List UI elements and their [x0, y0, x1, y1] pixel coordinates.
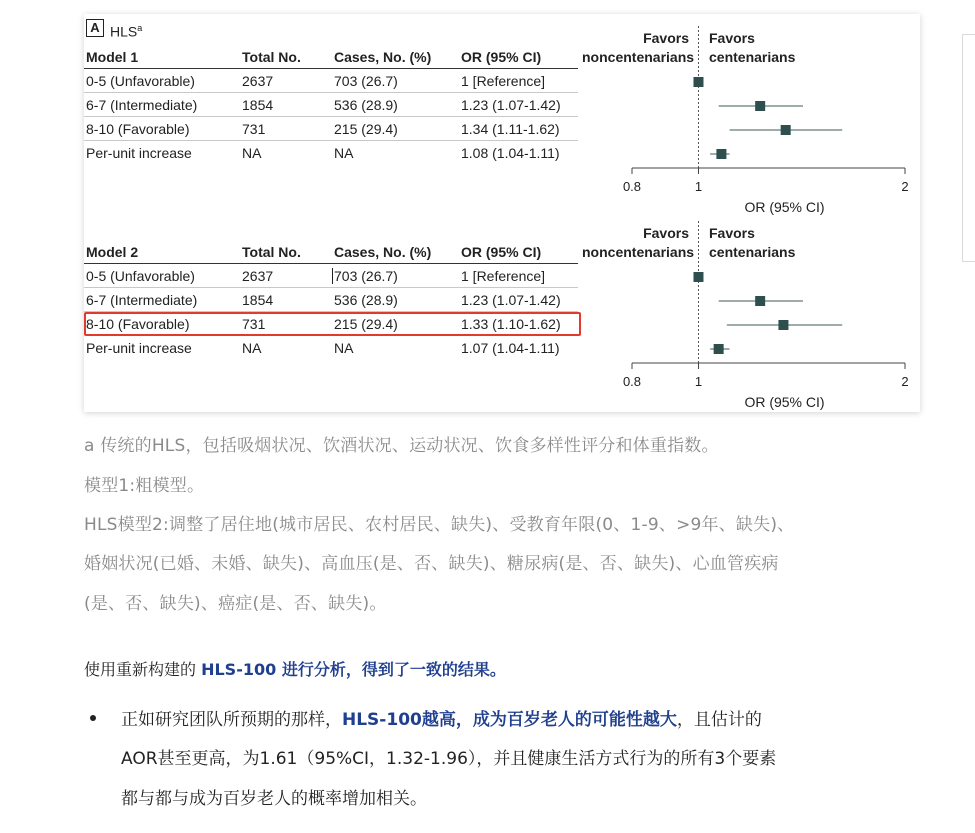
model2-row-total: 2637	[242, 268, 274, 284]
model2-row-cases: 215 (29.4)	[334, 316, 398, 332]
x-tick-label: 1	[694, 374, 703, 389]
model1-row-total: NA	[242, 145, 262, 161]
model1-row-cases: NA	[334, 145, 354, 161]
x-tick-label: 0.8	[622, 374, 642, 389]
model2-row-cases: 536 (28.9)	[334, 292, 398, 308]
model1-note: 模型1:粗模型。	[84, 476, 205, 496]
point-estimate-marker	[693, 77, 703, 87]
model1-row-label: 0-5 (Unfavorable)	[86, 73, 195, 89]
forest-plot-canvas	[84, 14, 920, 412]
model2-row-label: 0-5 (Unfavorable)	[86, 268, 195, 284]
favors-right-line2: centenarians	[709, 49, 796, 65]
model2-col-total: Total No.	[242, 244, 301, 260]
model2-row-label: Per-unit increase	[86, 340, 192, 356]
model2-row-total: 731	[242, 316, 266, 332]
model2-row-cases: 703 (26.7)	[334, 268, 398, 284]
model1-row-cases: 215 (29.4)	[334, 121, 398, 137]
model2-row-or: 1.33 (1.10-1.62)	[461, 316, 561, 332]
lead-paragraph	[84, 657, 506, 680]
favors-left-line2: noncentenarians	[582, 49, 695, 65]
x-tick-label: 2	[901, 179, 909, 194]
model2-row-total: 1854	[242, 292, 274, 308]
panel-title-footnote-marker: a	[137, 23, 143, 33]
bullet-line1-bold: HLS-100越高，成为百岁老人的可能性越大	[342, 710, 677, 730]
bullet-line1-b: ，且估计的	[676, 710, 762, 730]
point-estimate-marker	[716, 149, 726, 159]
model1-row-label: Per-unit increase	[86, 145, 192, 161]
model1-col-cases: Cases, No. (%)	[334, 49, 432, 65]
x-tick-label: 1	[694, 179, 703, 194]
x-tick-label: 0.8	[622, 179, 642, 194]
model1-col-or: OR (95% CI)	[461, 49, 542, 65]
model2-note-line3: (是、否、缺失)、癌症(是、否、缺失)。	[84, 594, 387, 614]
side-scroll-panel[interactable]	[962, 34, 975, 262]
favors-right-line1: Favors	[709, 225, 755, 241]
panel-title: HLS$^a$	[110, 23, 143, 40]
bullet-line-3: 都与都与成为百岁老人的概率增加相关。	[121, 789, 427, 809]
x-axis-title: OR (95% CI)	[744, 199, 825, 215]
point-estimate-marker	[755, 101, 765, 111]
model2-row-total: NA	[242, 340, 262, 356]
point-estimate-marker	[755, 296, 765, 306]
bullet-marker	[90, 715, 96, 721]
model2-note-line1: HLS模型2:调整了居住地(城市居民、农村居民、缺失)、受教育年限(0、1-9、>9年、缺失)、	[84, 515, 795, 535]
model1-row-cases: 703 (26.7)	[334, 73, 398, 89]
model2-row-or: 1.23 (1.07-1.42)	[461, 292, 561, 308]
model2-row-cases: NA	[334, 340, 354, 356]
footnote-a: a 传统的HLS，包括吸烟状况、饮酒状况、运动状况、饮食多样性评分和体重指数。	[84, 436, 719, 456]
model1-row-or: 1.23 (1.07-1.42)	[461, 97, 561, 113]
model1-row-or: 1 [Reference]	[461, 73, 546, 89]
model2-col-cases: Cases, No. (%)	[334, 244, 432, 260]
model2-title: Model 2	[86, 244, 139, 260]
model2-row-label: 6-7 (Intermediate)	[86, 292, 198, 308]
x-tick-label: 2	[901, 374, 909, 389]
point-estimate-marker	[781, 125, 791, 135]
model1-row-or: 1.34 (1.11-1.62)	[461, 121, 560, 137]
model2-note-line2: 婚姻状况(已婚、未婚、缺失)、高血压(是、否、缺失)、糖尿病(是、否、缺失)、心血管疾病	[84, 554, 779, 574]
panel-label: A	[86, 19, 104, 37]
model1-row-total: 1854	[242, 97, 274, 113]
model1-row-total: 731	[242, 121, 266, 137]
point-estimate-marker	[714, 344, 724, 354]
model2-row-or: 1 [Reference]	[461, 268, 546, 284]
model2-col-or: OR (95% CI)	[461, 244, 542, 260]
model1-row-or: 1.08 (1.04-1.11)	[461, 145, 560, 161]
forest-plot-figure	[84, 14, 920, 412]
bullet-line-2: AOR甚至更高，为1.61（95%CI，1.32-1.96），并且健康生活方式行为的所有3个要素	[121, 749, 777, 769]
point-estimate-marker	[778, 320, 788, 330]
model2-row-label: 8-10 (Favorable)	[86, 316, 190, 332]
model1-title: Model 1	[86, 49, 139, 65]
model1-row-label: 6-7 (Intermediate)	[86, 97, 198, 113]
favors-left-line2: noncentenarians	[582, 244, 695, 260]
lead-plain: 使用重新构建的	[84, 660, 202, 679]
bullet-line-1	[121, 705, 762, 730]
lead-bold: HLS-100 进行分析，得到了一致的结果。	[201, 660, 506, 679]
model1-row-total: 2637	[242, 73, 274, 89]
model1-col-total: Total No.	[242, 49, 301, 65]
model2-row-or: 1.07 (1.04-1.11)	[461, 340, 560, 356]
favors-right-line1: Favors	[709, 30, 755, 46]
model1-row-label: 8-10 (Favorable)	[86, 121, 190, 137]
favors-left-line1: Favors	[643, 225, 689, 241]
point-estimate-marker	[693, 272, 703, 282]
bullet-line1-a: 正如研究团队所预期的那样，	[121, 710, 342, 730]
x-axis-title: OR (95% CI)	[744, 394, 825, 410]
model1-row-cases: 536 (28.9)	[334, 97, 398, 113]
favors-right-line2: centenarians	[709, 244, 796, 260]
favors-left-line1: Favors	[643, 30, 689, 46]
